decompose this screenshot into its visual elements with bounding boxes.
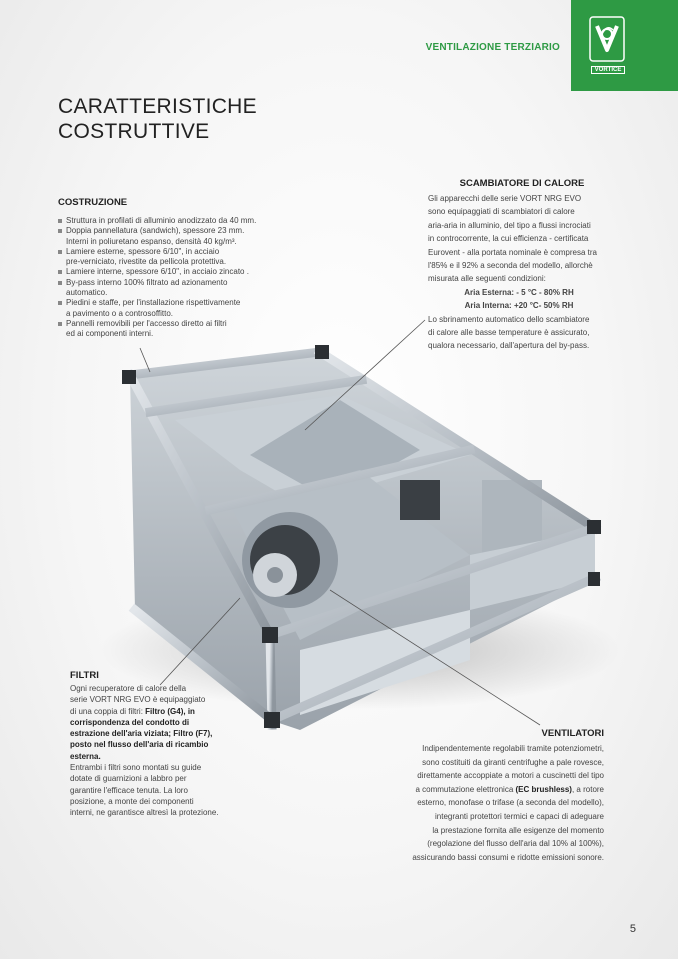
list-item: Piedini e staffe, per l'installazione rispettivamente a pavimento o a controsoffitto. xyxy=(58,298,308,319)
ventilatori-text-1: Indipendentemente regolabili tramite potenziometri, sono costituiti da giranti centrifughe a pale rovesce, direttamente accoppiate a motori a cuscinetti del tipo a commutazione elettronica xyxy=(415,744,604,794)
filtri-intro: Ogni recuperatore di calore della serie VORT NRG EVO è equipaggiato di una coppia di filtri: xyxy=(70,684,206,716)
section-label: VENTILAZIONE TERZIARIO xyxy=(425,42,560,53)
page-number: 5 xyxy=(629,923,636,935)
ventilatori-bold: (EC brushless) xyxy=(515,784,572,794)
section-ventilatori xyxy=(380,728,604,864)
list-item: Lamiere interne, spessore 6/10", in acciaio zincato . xyxy=(58,267,308,277)
costruzione-list xyxy=(58,216,308,340)
list-item: Struttura in profilati di alluminio anodizzato da 40 mm. xyxy=(58,216,308,226)
brand-name: VORTICE xyxy=(591,66,625,74)
list-item: By-pass interno 100% filtrato ad azionamento automatico. xyxy=(58,278,308,299)
section-filtri xyxy=(70,670,240,819)
title-line-2: COSTRUTTIVE xyxy=(58,120,210,143)
fan-motor-2 xyxy=(400,480,440,520)
scambiatore-defrost-text: Lo sbrinamento automatico dello scambiatore di calore alle basse temperature è assicurato, qualora necessario, dall'apertura del by-pass. xyxy=(428,314,590,351)
title-line-1: CARATTERISTICHE xyxy=(58,95,257,118)
ventilatori-text-2: , a rotore esterno, monofase o trifase (a seconda del modello), integranti protettori termici e capaci di adeguare la prestazione fornita alle esigenze del momento (regolazione del flusso dell'aria dal 10% al 100%), assicurando bassi consumi e ridotte emissioni sonore. xyxy=(412,784,604,862)
list-item: Lamiere esterne, spessore 6/10", in acciaio pre-verniciato, rivestite da pellicola protettiva. xyxy=(58,247,308,268)
section-scambiatore xyxy=(424,178,614,353)
filtri-bold: Filtro (G4), in corrispondenza del condotto di estrazione dell'aria viziata; Filtro (F7), posto nel flusso dell'aria di ricambio esterna. xyxy=(70,706,213,761)
filtri-text xyxy=(70,683,240,762)
ventilatori-text xyxy=(380,742,604,864)
costruzione-heading: COSTRUZIONE xyxy=(58,197,128,208)
condition-indoor: Aria Interna: +20 °C- 50% RH xyxy=(464,301,574,311)
filtri-text-2: Entrambi i filtri sono montati su guide dotate di guarnizioni a labbro per garantire l'efficace tenuta. La loro posizione, a monte dei componenti interni, ne garantisce altresì la protezione. xyxy=(70,763,219,818)
scambiatore-heading: SCAMBIATORE DI CALORE xyxy=(459,178,585,189)
scambiatore-text: Gli apparecchi delle serie VORT NRG EVO sono equipaggiati di scambiatori di calore aria-aria in alluminio, del tipo a flussi incrociati in controcorrente, la cui efficienza - certificata Eurovent - alla portata nominale è compresa tra l'85% e il 92% a seconda del modello, allorchè misurata alle seguenti condizioni: xyxy=(428,194,597,284)
section-costruzione xyxy=(58,197,308,340)
list-item: Doppia pannellatura (sandwich), spessore 23 mm. Interni in poliuretano espanso, densità 40 kg/m³. xyxy=(58,226,308,247)
ventilatori-heading: VENTILATORI xyxy=(541,728,604,739)
condition-outdoor: Aria Esterna: - 5 °C - 80% RH xyxy=(464,287,574,297)
fan-hub xyxy=(267,567,283,583)
filtri-heading: FILTRI xyxy=(70,670,99,681)
list-item: Pannelli removibili per l'accesso diretto ai filtri ed ai componenti interni. xyxy=(58,319,308,340)
